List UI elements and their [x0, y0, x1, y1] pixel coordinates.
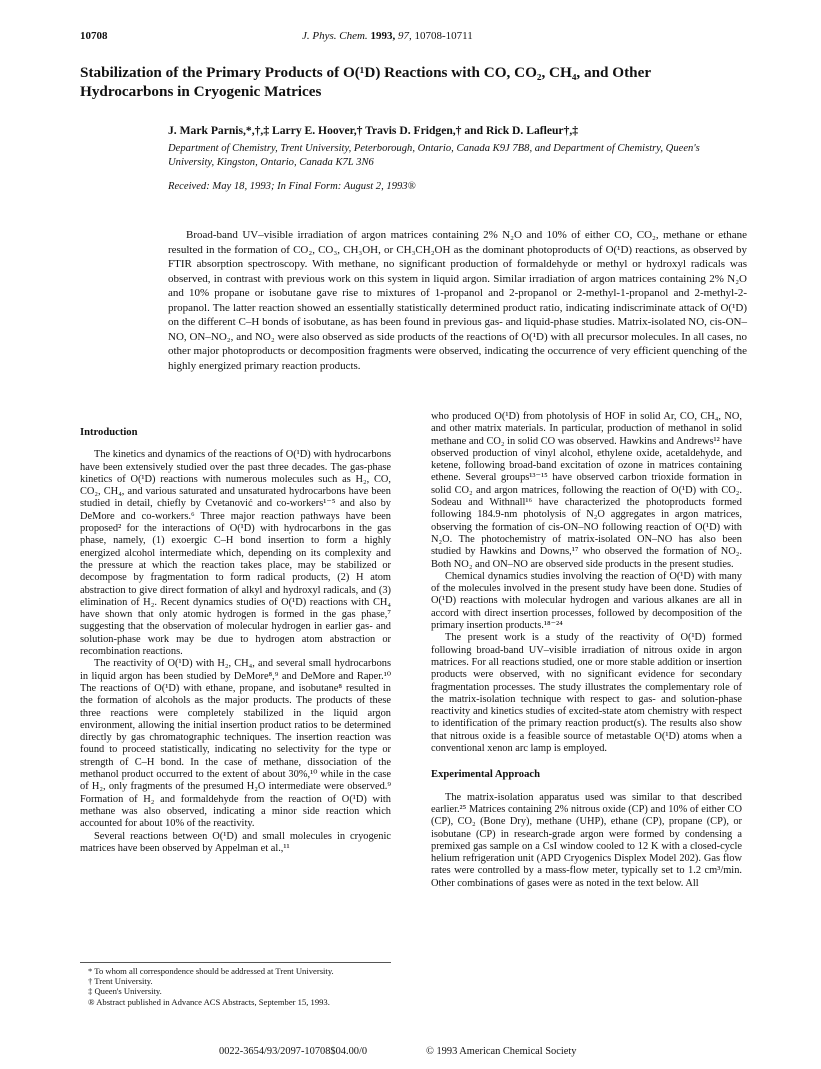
- intro-paragraph-6: The present work is a study of the reactivity of O(¹D) formed following broad-band UV–visible irradiation of nitrous oxide in argon matrices. For all reactions studied, one or more stable addition or insertion products were observed, with no significant evidence for secondary fragmentation processes. The study illustrates the complementary role of the matrix-isolation technique with respect to gas- and solution-phase reactivity and kinetics studies of excited-state atom chemistry with respect to identification of the primary reaction product(s). The results also show that nitrous oxide is a feasible source of metastable O(¹D) atoms when a conventional xenon arc lamp is employed.: [431, 632, 742, 755]
- experimental-heading: Experimental Approach: [431, 769, 540, 781]
- intro-paragraph-4: who produced O(¹D) from photolysis of HOF in solid Ar, CO, CH₄, NO, and other matrix materials. In particular, production of methanol in solid methane and CO₂ in solid CO was observed. Hawkins and Andrews¹² have observed production of vinyl alcohol, ethylene oxide, acetaldehyde, and ketene, following broad-band excitation of ozone in matrices containing ethene. Several groups¹³⁻¹⁵ have observed carbon trioxide formation in solid CO₂ and argon matrices, following the reaction of O(¹D) with CO₂. Sodeau and Withnall¹⁶ have characterized the photoproducts formed following 184.9-nm photolysis of N₂O aggregates in argon matrices, observing the formation of cis-ON–NO following reaction of O(¹D) with N₂O. The photochemistry of matrix-isolated ON–NO has also been studied by Hawkins and Downs,¹⁷ who observed the formation of NO₂. Both NO₂ and ON–NO are observed side products in the present studies.: [431, 411, 742, 570]
- footnotes: [80, 962, 391, 1007]
- abstract: Broad-band UV–visible irradiation of argon matrices containing 2% N₂O and 10% of either CO, CO₂, methane or ethane resulted in the formation of CO₂, CO₃, CH₃OH, or CH₃CH₂OH as the dominant photoproducts of O(¹D) reactions, as observed by FTIR absorption spectroscopy. With methane, no significant production of formaldehyde or methyl or hydroxyl radicals was observed, in contrast with previous work on this system in liquid argon. Similar irradiation of argon matrices containing 2% N₂O and 10% propane or isobutane gave rise to mixtures of 1-propanol and 2-propanol or 2-methyl-1-propanol and 2-methyl-2-propanol. The latter reaction showed an essentially statistically determined product ratio, indicating indiscriminate attack of O(¹D) on the different C–H bonds of isobutane, as has been found in previous gas- and liquid-phase studies. Matrix-isolated NO, cis-ON–NO, ON–NO₂, and NO₂ were also observed as side products of the reactions of O(¹D) with all precursor molecules. In all cases, no other major photoproducts or decomposition fragments were observed, indicating the occurrence of very efficient quenching of the highly energized primary reaction products.: [168, 229, 747, 372]
- right-column: [431, 411, 742, 890]
- intro-paragraph-2: The reactivity of O(¹D) with H₂, CH₄, and several small hydrocarbons in liquid argon has been studied by DeMore⁸,⁹ and DeMore and Raper.¹⁰ The reactions of O(¹D) with ethane, propane, and isobutane⁸ resulted in the formation of alcohols as the major products. The products of these three reactions were completely stabilized in the liquid argon environment, allowing the initial insertion product ratios to be determined directly by gas chromatographic techniques. The insertion reaction was found to proceed statistically, indicating no selectivity for the type or strength of C–H bond. In the case of methane, dissociation of the methanol product occurred to the extent of about 30%,¹⁰ while in the case of H₂, only fragments of the presumed H₂O intermediate were observed.⁹ Formation of H₂ and formaldehyde from the reaction of O(¹D) with methane was also observed, indicating a minor side reaction which accounted for about 10% of the reactivity.: [80, 658, 391, 830]
- footnote-trent: † Trent University.: [88, 976, 153, 987]
- experimental-paragraph-1: The matrix-isolation apparatus used was similar to that described earlier.²⁵ Matrices containing 2% nitrous oxide (CP) and 10% of either CO (CP), CO₂ (Bone Dry), methane (UHP), ethane (CP), propane (CP), or isobutane (CP) in research-grade argon were formed by condensing a premixed gas sample on a CsI window cooled to 12 K with a closed-cycle helium refrigeration unit (APD Cryogenics Displex Model 202). Gas flow rates were controlled by a mass-flow meter, typically set to 1.2 cm³/min. Other combinations of gases were as noted in the text below. All: [431, 791, 742, 889]
- journal-year: 1993,: [370, 30, 396, 42]
- affiliation: Department of Chemistry, Trent University, Peterborough, Ontario, Canada K9J 7B8, and Department of Chemistry, Queen's University, Kingston, Ontario, Canada K7L 3N6: [168, 143, 700, 168]
- intro-paragraph-5: Chemical dynamics studies involving the reaction of O(¹D) with many of the molecules involved in the present study have been done. Studies of O(¹D) reactions with molecular hydrogen and various alkanes are all in accord with direct insertion processes, followed by decomposition of the primary insertion products.¹⁸⁻²⁴: [431, 570, 742, 632]
- received-date: Received: May 18, 1993; In Final Form: August 2, 1993®: [168, 181, 416, 192]
- footnote-correspondence: * To whom all correspondence should be addressed at Trent University.: [88, 966, 334, 976]
- article-title: Stabilization of the Primary Products of O(¹D) Reactions with CO, CO₂, CH₄, and Other Hydrocarbons in Cryogenic Matrices: [80, 64, 651, 100]
- copyright: © 1993 American Chemical Society: [426, 1046, 577, 1057]
- publication-code: 0022-3654/93/2097-10708$04.00/0: [219, 1046, 368, 1057]
- introduction-heading: Introduction: [80, 427, 138, 438]
- left-column: [80, 427, 391, 855]
- author-list: J. Mark Parnis,*,†,‡ Larry E. Hoover,† Travis D. Fridgen,† and Rick D. Lafleur†,‡: [168, 124, 579, 137]
- running-head: [302, 30, 473, 42]
- page-number: 10708: [80, 30, 108, 42]
- journal-pages: 10708-10711: [414, 30, 473, 42]
- footnote-queens: ‡ Queen's University.: [88, 986, 162, 997]
- journal-volume: 97,: [397, 30, 412, 42]
- intro-paragraph-1: The kinetics and dynamics of the reactions of O(¹D) with hydrocarbons have been extensively studied over the past three decades. The gas-phase kinetics of O(¹D) reactions with numerous molecules such as H₂, CO, CO₂, CH₄, and various saturated and unsaturated hydrocarbons have been studied in detail, chiefly by Cvetanović and co-workers¹⁻⁵ and also by DeMore and co-workers.⁶ Three major reaction pathways have been proposed² for the interactions of O(¹D) with hydrocarbons in the gas phase, namely, (1) exoergic C–H bond insertion to form a highly energized alcohol intermediate which, depending on its complexity and the pressure at which the reaction takes place, may be stabilized or decompose by fragmentation to form radical products, (2) H atom abstraction to give direct formation of alkyl and hydroxyl radicals, and (3) elimination of H₂. Recent dynamics studies of O(¹D) reactions with CH₄ have shown that only atomic hydrogen is formed in the gas phase,⁷ suggesting that the observation of molecular hydrogen in earlier gas- and solution-phase work may be due to hydrogen atom abstraction or recombination reactions.: [80, 449, 391, 658]
- footnote-abstract: ® Abstract published in Advance ACS Abstracts, September 15, 1993.: [88, 996, 330, 1007]
- intro-paragraph-3: Several reactions between O(¹D) and small molecules in cryogenic matrices have been observed by Appelman et al.,¹¹: [80, 830, 391, 854]
- journal-name: J. Phys. Chem.: [302, 30, 368, 42]
